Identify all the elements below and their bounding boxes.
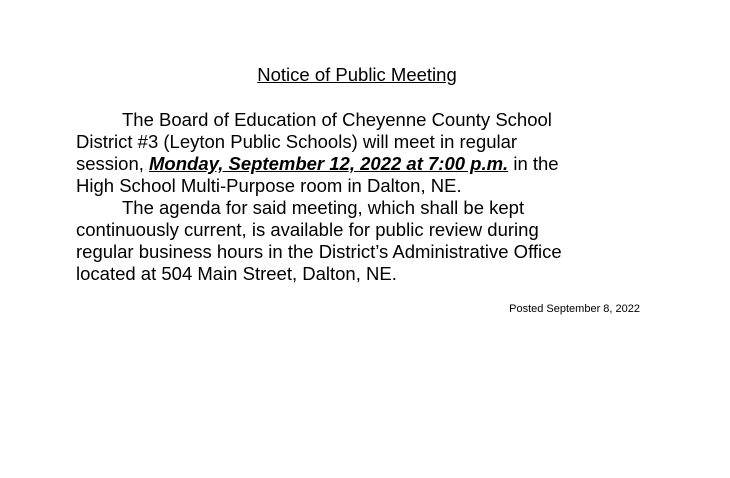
paragraph-line: regular business hours in the District’s Administrative Office	[76, 241, 562, 262]
paragraph-line: District #3 (Leyton Public Schools) will meet in regular	[76, 131, 518, 152]
meeting-date-time: Monday, September 12, 2022 at 7:00 p.m.	[149, 153, 509, 174]
agenda-paragraph	[76, 197, 676, 285]
paragraph-line-text: in the	[508, 153, 559, 174]
notice-title: Notice of Public Meeting	[257, 64, 457, 85]
paragraph-line	[76, 153, 676, 175]
paragraph-line-text: session,	[76, 153, 150, 174]
paragraph-line: continuously current, is available for public review during	[76, 219, 539, 240]
paragraph-line-text: The agenda for said meeting, which shall be kept	[122, 197, 525, 218]
paragraph-line: High School Multi-Purpose room in Dalton, NE.	[76, 175, 462, 196]
paragraph-line	[76, 197, 676, 219]
posted-date: Posted September 8, 2022	[509, 303, 640, 315]
paragraph-line: located at 504 Main Street, Dalton, NE.	[76, 263, 397, 284]
paragraph-line-text: The Board of Education of Cheyenne County School	[122, 109, 552, 130]
meeting-paragraph	[76, 109, 676, 197]
paragraph-line	[76, 109, 676, 131]
